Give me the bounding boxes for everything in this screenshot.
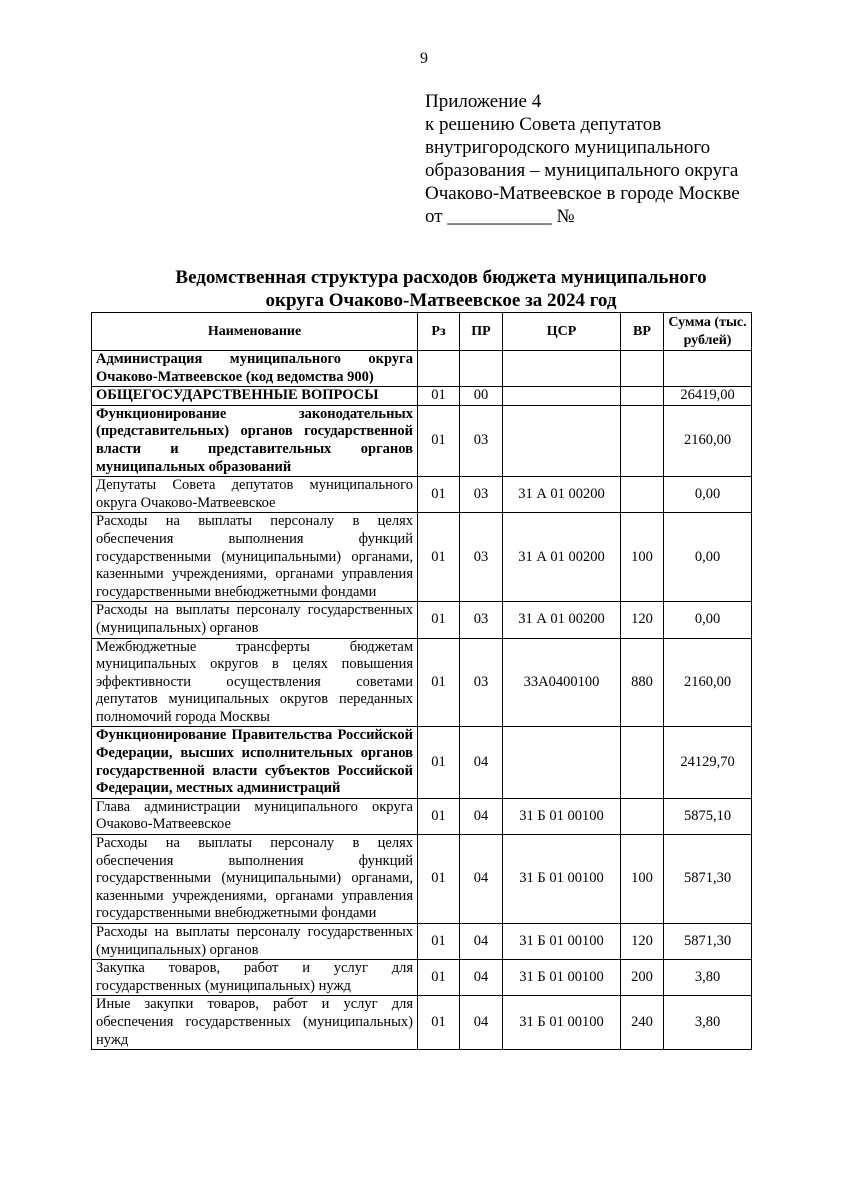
cell-rz: 01 xyxy=(418,960,460,996)
appendix-line: Приложение 4 xyxy=(425,91,542,112)
cell-pr: 00 xyxy=(460,387,503,406)
cell-pr: 04 xyxy=(460,835,503,924)
cell-name: ОБЩЕГОСУДАРСТВЕННЫЕ ВОПРОСЫ xyxy=(92,387,418,406)
title-line: Ведомственная структура расходов бюджета муниципального xyxy=(175,267,707,288)
cell-rz: 01 xyxy=(418,727,460,798)
table-row xyxy=(92,513,752,602)
cell-name: Депутаты Совета депутатов муниципального округа Очаково-Матвеевское xyxy=(92,477,418,513)
cell-csr: 31 А 01 00200 xyxy=(503,513,621,602)
cell-vr xyxy=(621,351,664,387)
cell-vr xyxy=(621,798,664,834)
appendix-line: Очаково-Матвеевское в городе Москве xyxy=(425,183,740,204)
appendix-line: образования – муниципального округа xyxy=(425,160,739,181)
cell-name: Функционирование Правительства Российской Федерации, высших исполнительных органов государственной власти субъектов Российской Федерации, местных администраций xyxy=(92,727,418,798)
cell-rz: 01 xyxy=(418,996,460,1050)
cell-name: Иные закупки товаров, работ и услуг для обеспечения государственных (муниципальных) нужд xyxy=(92,996,418,1050)
header-rz: Рз xyxy=(418,313,460,351)
cell-rz: 01 xyxy=(418,638,460,727)
table-row xyxy=(92,996,752,1050)
header-name: Наименование xyxy=(92,313,418,351)
table-row xyxy=(92,798,752,834)
cell-pr: 04 xyxy=(460,924,503,960)
cell-name: Расходы на выплаты персоналу в целях обеспечения выполнения функций государственными (муниципальными) органами, казенными учреждениями, органами управления государственными внебюджетными фондами xyxy=(92,513,418,602)
header-csr: ЦСР xyxy=(503,313,621,351)
cell-csr xyxy=(503,351,621,387)
cell-name: Администрация муниципального округа Очаково-Матвеевское (код ведомства 900) xyxy=(92,351,418,387)
page-number: 9 xyxy=(420,50,428,67)
title-line: округа Очаково-Матвеевское за 2024 год xyxy=(265,290,617,311)
cell-vr: 100 xyxy=(621,513,664,602)
cell-pr: 03 xyxy=(460,638,503,727)
cell-csr: 31 А 01 00200 xyxy=(503,477,621,513)
table-row xyxy=(92,835,752,924)
cell-pr: 03 xyxy=(460,602,503,638)
cell-rz: 01 xyxy=(418,513,460,602)
cell-csr: 33А0400100 xyxy=(503,638,621,727)
cell-vr: 880 xyxy=(621,638,664,727)
table-row xyxy=(92,924,752,960)
cell-pr: 03 xyxy=(460,513,503,602)
appendix-line: к решению Совета депутатов xyxy=(425,114,662,135)
cell-sum: 3,80 xyxy=(664,996,752,1050)
cell-rz xyxy=(418,351,460,387)
cell-name: Расходы на выплаты персоналу государственных (муниципальных) органов xyxy=(92,924,418,960)
cell-csr: 31 Б 01 00100 xyxy=(503,924,621,960)
cell-vr: 120 xyxy=(621,602,664,638)
cell-vr xyxy=(621,477,664,513)
header-sum: Сумма (тыс. рублей) xyxy=(664,313,752,351)
cell-rz: 01 xyxy=(418,798,460,834)
cell-name: Закупка товаров, работ и услуг для государственных (муниципальных) нужд xyxy=(92,960,418,996)
cell-rz: 01 xyxy=(418,835,460,924)
cell-csr xyxy=(503,727,621,798)
cell-sum: 5875,10 xyxy=(664,798,752,834)
cell-csr: 31 Б 01 00100 xyxy=(503,835,621,924)
header-vr: ВР xyxy=(621,313,664,351)
appendix-line: от ___________ № xyxy=(425,206,575,227)
table-row xyxy=(92,602,752,638)
cell-sum: 24129,70 xyxy=(664,727,752,798)
cell-pr: 03 xyxy=(460,477,503,513)
cell-name: Расходы на выплаты персоналу в целях обеспечения выполнения функций государственными (муниципальными) органами, казенными учреждениями, органами управления государственными внебюджетными фондами xyxy=(92,835,418,924)
cell-name: Расходы на выплаты персоналу государственных (муниципальных) органов xyxy=(92,602,418,638)
cell-sum: 0,00 xyxy=(664,513,752,602)
cell-rz: 01 xyxy=(418,602,460,638)
appendix-header xyxy=(425,90,805,228)
cell-pr: 04 xyxy=(460,996,503,1050)
budget-table xyxy=(91,312,752,1050)
cell-vr xyxy=(621,727,664,798)
table-body xyxy=(92,351,752,1050)
table-row xyxy=(92,727,752,798)
cell-sum: 2160,00 xyxy=(664,405,752,476)
table-row xyxy=(92,405,752,476)
cell-sum: 3,80 xyxy=(664,960,752,996)
cell-csr: 31 Б 01 00100 xyxy=(503,996,621,1050)
cell-csr: 31 Б 01 00100 xyxy=(503,798,621,834)
document-title xyxy=(92,266,790,312)
table-row xyxy=(92,960,752,996)
table-header-row xyxy=(92,313,752,351)
table-row xyxy=(92,387,752,406)
cell-pr xyxy=(460,351,503,387)
cell-vr xyxy=(621,387,664,406)
cell-name: Межбюджетные трансферты бюджетам муниципальных округов в целях повышения эффективности осуществления советами депутатов муниципальных округов переданных полномочий города Москвы xyxy=(92,638,418,727)
cell-sum: 0,00 xyxy=(664,477,752,513)
cell-pr: 04 xyxy=(460,727,503,798)
cell-pr: 04 xyxy=(460,798,503,834)
header-pr: ПР xyxy=(460,313,503,351)
cell-vr: 100 xyxy=(621,835,664,924)
cell-name: Глава администрации муниципального округа Очаково-Матвеевское xyxy=(92,798,418,834)
cell-csr: 31 Б 01 00100 xyxy=(503,960,621,996)
cell-pr: 04 xyxy=(460,960,503,996)
cell-rz: 01 xyxy=(418,477,460,513)
cell-sum: 26419,00 xyxy=(664,387,752,406)
cell-rz: 01 xyxy=(418,405,460,476)
cell-vr: 240 xyxy=(621,996,664,1050)
cell-vr: 120 xyxy=(621,924,664,960)
cell-vr xyxy=(621,405,664,476)
cell-csr xyxy=(503,405,621,476)
cell-sum: 5871,30 xyxy=(664,924,752,960)
cell-csr xyxy=(503,387,621,406)
cell-rz: 01 xyxy=(418,387,460,406)
cell-sum: 2160,00 xyxy=(664,638,752,727)
cell-sum: 0,00 xyxy=(664,602,752,638)
cell-sum: 5871,30 xyxy=(664,835,752,924)
cell-csr: 31 А 01 00200 xyxy=(503,602,621,638)
cell-name: Функционирование законодательных (представительных) органов государственной власти и представительных органов муниципальных образований xyxy=(92,405,418,476)
cell-sum xyxy=(664,351,752,387)
appendix-line: внутригородского муниципального xyxy=(425,137,711,158)
cell-rz: 01 xyxy=(418,924,460,960)
cell-vr: 200 xyxy=(621,960,664,996)
table-row xyxy=(92,351,752,387)
table-row xyxy=(92,477,752,513)
table-row xyxy=(92,638,752,727)
cell-pr: 03 xyxy=(460,405,503,476)
